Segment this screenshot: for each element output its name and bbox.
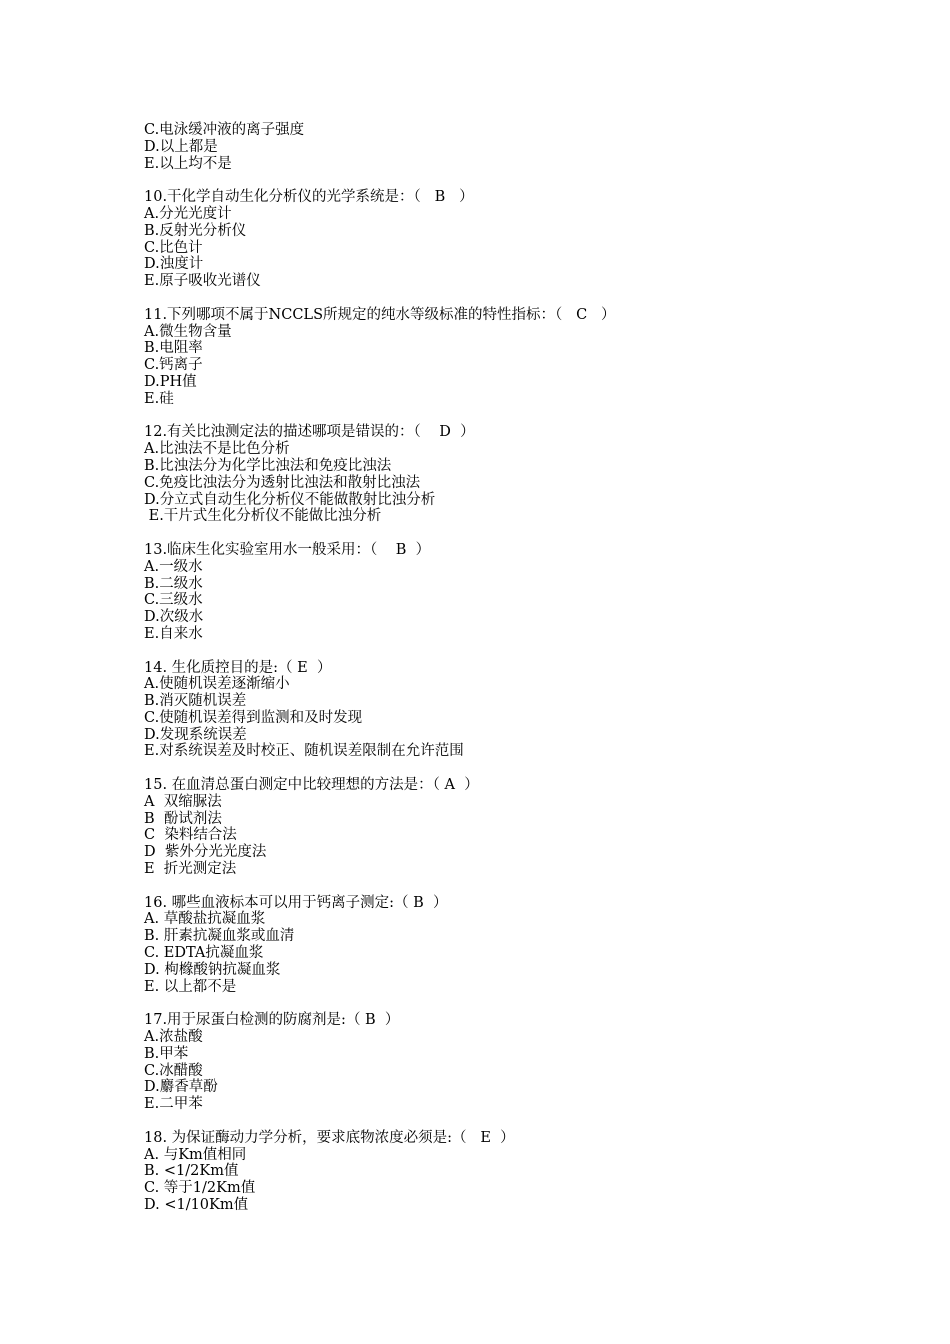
option-line: C.冰醋酸 [144,1062,203,1079]
option-line: B.反射光分析仪 [144,222,247,239]
option-line: A.比浊法不是比色分析 [144,441,290,458]
question-block-17 [144,1012,904,1113]
option-line: B.二级水 [144,575,203,592]
question-text: 10.干化学自动生化分析仪的光学系统是：（ B ） [144,189,474,206]
option-line: B.比浊法分为化学比浊法和免疫比浊法 [144,457,392,474]
option-line: B.电阻率 [144,340,203,357]
option-line: D.麝香草酚 [144,1079,218,1096]
option-line: D.次级水 [144,609,204,626]
question-text: 16. 哪些血液标本可以用于钙离子测定:（ B ） [144,894,448,911]
option-line: E.以上均不是 [144,155,232,172]
question-text: 12.有关比浊测定法的描述哪项是错误的：（ D ） [144,424,475,441]
option-line: D.PH值 [144,373,197,390]
question-text: 17.用于尿蛋白检测的防腐剂是:（ B ） [144,1012,400,1029]
option-line: C.比色计 [144,239,203,256]
option-line: A.分光光度计 [144,205,232,222]
option-line: C.电泳缓冲液的离子强度 [144,122,305,138]
option-line: A. 与Km值相同 [144,1146,247,1163]
question-block-9-continued [144,122,904,172]
question-block-14 [144,660,904,761]
question-block-12 [144,424,904,525]
question-block-11 [144,307,904,408]
option-line: B 酚试剂法 [144,810,222,827]
option-line: A.微生物含量 [144,323,232,340]
option-line: C.免疫比浊法分为透射比浊法和散射比浊法 [144,474,421,491]
question-block-16 [144,895,904,996]
option-line: E.对系统误差及时校正、随机误差限制在允许范围 [144,743,464,760]
question-text: 18. 为保证酶动力学分析，要求底物浓度必须是:（ E ） [144,1129,515,1146]
option-line: E.干片式生化分析仪不能做比浊分析 [144,508,382,525]
option-line: D.发现系统误差 [144,726,247,743]
question-text: 15. 在血清总蛋白测定中比较理想的方法是：（ A ） [144,777,479,794]
option-line: D.浊度计 [144,256,204,273]
question-block-13 [144,542,904,643]
option-line: C.使随机误差得到监测和及时发现 [144,709,363,726]
question-block-18 [144,1130,904,1214]
option-line: E 折光测定法 [144,861,237,878]
option-line: D.以上都是 [144,138,218,155]
option-line: C.钙离子 [144,357,203,374]
option-line: C. EDTA抗凝血浆 [144,945,264,962]
question-text: 11.下列哪项不属于NCCLS所规定的纯水等级标准的特性指标：（ C ） [144,306,616,323]
option-line: B. 肝素抗凝血浆或血清 [144,928,295,945]
option-line: A. 草酸盐抗凝血浆 [144,911,266,928]
option-line: E. 以上都不是 [144,978,237,995]
option-line: A 双缩脲法 [144,793,222,810]
option-line: C. 等于1/2Km值 [144,1180,256,1197]
option-line: D 紫外分光光度法 [144,844,267,861]
option-line: A.浓盐酸 [144,1029,203,1046]
option-line: C 染料结合法 [144,827,237,844]
question-block-15 [144,777,904,878]
option-line: E.二甲苯 [144,1096,203,1113]
question-text: 13.临床生化实验室用水一般采用：（ B ） [144,541,431,558]
option-line: A.一级水 [144,558,203,575]
option-line: D. 枸橼酸钠抗凝血浆 [144,961,281,978]
question-text: 14. 生化质控目的是:（ E ） [144,659,332,676]
document-page [144,122,904,1231]
option-line: B.消灭随机误差 [144,693,247,710]
option-line: E.硅 [144,390,174,407]
option-line: D.分立式自动生化分析仪不能做散射比浊分析 [144,491,436,508]
option-line: B. <1/2Km值 [144,1163,239,1180]
option-line: E.自来水 [144,625,203,642]
option-line: C.三级水 [144,592,203,609]
question-block-10 [144,189,904,290]
option-line: A.使随机误差逐渐缩小 [144,676,290,693]
option-line: B.甲苯 [144,1045,189,1062]
option-line: E.原子吸收光谱仪 [144,273,261,290]
option-line: D. <1/10Km值 [144,1197,249,1213]
